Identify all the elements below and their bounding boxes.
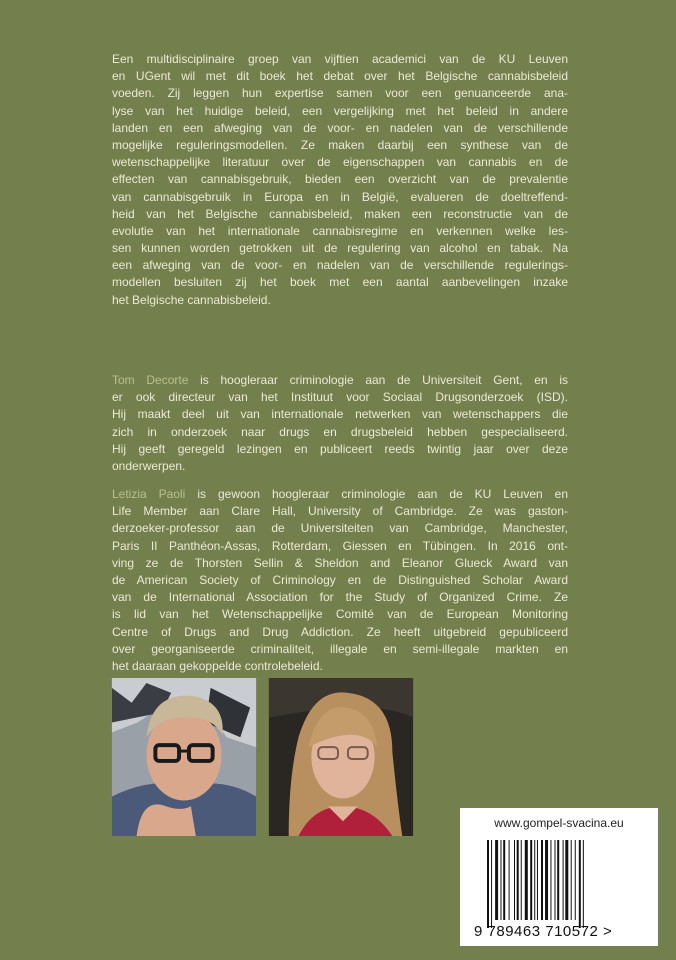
text-line: mogelijke reguleringsmodellen. Ze maken daarbij een synthese van de <box>112 137 568 152</box>
text-line: van cannabisgebruik in Europa en in België, evalueren de doeltreffend- <box>112 189 568 204</box>
text-line: het daaraan gekoppelde controlebeleid. <box>112 658 323 673</box>
text-line <box>112 486 568 503</box>
text-line: Paris II Panthéon-Assas, Rotterdam, Giessen en Tübingen. In 2016 ont- <box>112 538 568 553</box>
barcode-bar <box>491 840 492 928</box>
author-photo-tom-decorte <box>111 678 257 836</box>
text-line: zich in onderzoek naar drugs en drugsbeleid hebben gespecialiseerd. <box>112 424 568 439</box>
text-line: effecten van cannabisgebruik, bieden een overzicht van de prevalentie <box>112 172 568 187</box>
barcode-bar <box>517 840 519 920</box>
text-line: Life Member aan Clare Hall, University of Cambridge. Ze was gaston- <box>112 504 568 519</box>
text-line: onderwerpen. <box>112 458 186 473</box>
barcode-box <box>460 808 658 946</box>
text-line: modellen besluiten zij het boek met een aantal aanbevelingen inzake <box>112 275 568 290</box>
barcode-bar <box>503 840 505 920</box>
barcode-bar <box>563 840 564 920</box>
barcode-bar <box>579 840 581 928</box>
text-line: heid van het Belgische cannabisbeleid, maken een reconstructie van de <box>112 206 568 221</box>
barcode-bars <box>487 840 617 928</box>
barcode-bar <box>575 840 576 920</box>
barcode-bar <box>534 840 535 920</box>
barcode-bar <box>521 840 522 920</box>
barcode-bar <box>525 840 528 920</box>
text-line: Hij geeft geregeld lezingen en publiceert reeds twintig jaar over deze <box>112 441 568 456</box>
bio-first-line: is hoogleraar criminologie aan de Universiteit Gent, en is <box>188 373 568 387</box>
barcode-bar <box>555 840 556 920</box>
blurb-paragraph <box>112 51 568 309</box>
barcode-bar <box>487 840 489 928</box>
isbn-number: 9 789463 710572 > <box>474 923 613 940</box>
text-line: een afweging van de voor- en nadelen van de verschillende regulerings- <box>112 258 568 273</box>
barcode-bar <box>571 840 572 920</box>
text-line: landen en een afweging van de voor- en nadelen van de verschillende <box>112 120 568 135</box>
barcode-bar <box>509 840 510 920</box>
barcode-bar <box>565 840 568 920</box>
text-line: wetenschappelijke literatuur over de eigenschappen van cannabis en de <box>112 155 568 170</box>
text-line: sen kunnen worden getrokken uit de regulering van alcohol en tabak. Na <box>112 241 568 256</box>
author-name: Tom Decorte <box>112 373 189 387</box>
barcode-bar <box>541 840 543 920</box>
author-name: Letizia Paoli <box>112 487 186 501</box>
barcode-bar <box>537 840 538 920</box>
text-line: is lid van het Wetenschappelijke Comité van de European Monitoring <box>112 607 568 622</box>
barcode-bar <box>557 840 559 920</box>
text-line: over georganiseerde criminaliteit, illegale en semi-illegale markten en <box>112 641 568 656</box>
text-line: de American Society of Criminology en de Distinguished Scholar Award <box>112 572 568 587</box>
text-line: voeden. Zij leggen hun expertise samen voor een genuanceerde ana- <box>112 86 568 101</box>
text-line: van de International Association for the Study of Organized Crime. Ze <box>112 590 568 605</box>
text-line: en UGent wil met dit boek het debat over het Belgische cannabisbeleid <box>112 69 568 84</box>
barcode-bar <box>550 840 551 920</box>
barcode-bar <box>501 840 502 920</box>
text-line: ving ze de Thorsten Sellin & Sheldon and Eleanor Glueck Award van <box>112 555 568 570</box>
text-line: Centre of Drugs and Drug Addiction. Ze heeft uitgebreid gepubliceerd <box>112 624 568 639</box>
text-line: evolutie van het internationale cannabisregime en verkennen welke les- <box>112 223 568 238</box>
barcode-bar <box>514 840 515 920</box>
text-line: het Belgische cannabisbeleid. <box>112 292 271 307</box>
publisher-url: www.gompel-svacina.eu <box>494 816 624 830</box>
text-line: lyse van het huidige beleid, een vergelijking met het beleid in andere <box>112 103 568 118</box>
text-line: Hij maakt deel uit van internationale netwerken van wetenschappers die <box>112 407 568 422</box>
author-bio-letizia-paoli <box>112 486 568 675</box>
author-bio-tom-decorte <box>112 372 568 475</box>
text-line <box>112 372 568 389</box>
barcode-bar <box>495 840 498 920</box>
author-photo-letizia-paoli <box>268 678 414 836</box>
text-line: er ook directeur van het Instituut voor Sociaal Drugsonderzoek (ISD). <box>112 390 568 405</box>
barcode-bar <box>530 840 532 920</box>
text-line: Een multidisciplinaire groep van vijftien academici van de KU Leuven <box>112 52 568 66</box>
barcode-bar <box>583 840 584 928</box>
bio-first-line: is gewoon hoogleraar criminologie aan de KU Leuven en <box>185 487 568 501</box>
barcode-bar <box>545 840 548 920</box>
text-line: derzoeker-professor aan de Universiteiten van Cambridge, Manchester, <box>112 521 568 536</box>
